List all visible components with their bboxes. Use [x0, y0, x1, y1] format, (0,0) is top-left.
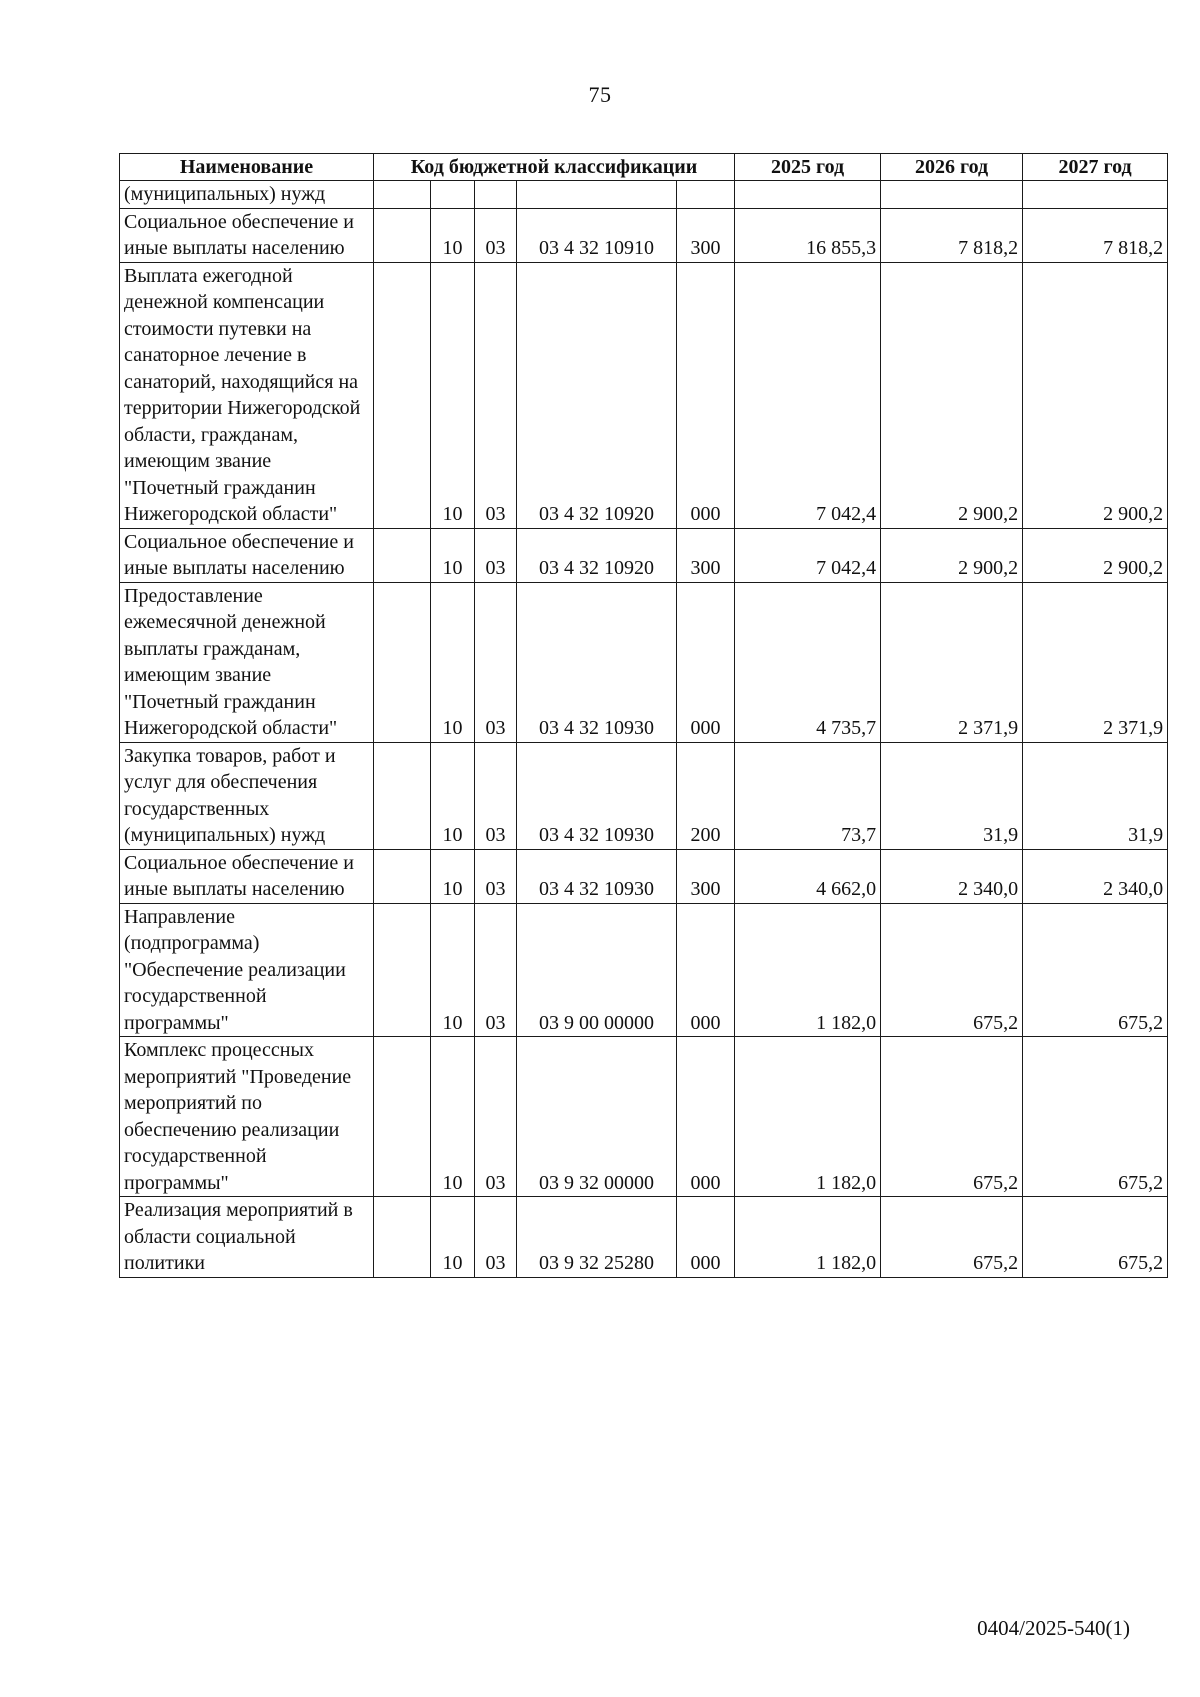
code-target-article: 03 4 32 10930: [517, 742, 677, 849]
code-blank: [374, 582, 431, 742]
code-section: 10: [431, 742, 475, 849]
code-subsection: 03: [475, 903, 517, 1037]
code-subsection: 03: [475, 1037, 517, 1197]
header-2026: 2026 год: [881, 154, 1023, 181]
code-target-article: [517, 181, 677, 209]
code-section: [431, 181, 475, 209]
value-2026: 2 371,9: [881, 582, 1023, 742]
code-section: 10: [431, 208, 475, 262]
table-body: [120, 181, 1168, 1278]
row-name: (муниципальных) нужд: [120, 181, 374, 209]
row-name: Социальное обеспечение и иные выплаты населению: [120, 849, 374, 903]
table-row: [120, 742, 1168, 849]
code-section: 10: [431, 528, 475, 582]
table-row: [120, 903, 1168, 1037]
value-2025: 7 042,4: [735, 262, 881, 528]
value-2026: 2 340,0: [881, 849, 1023, 903]
code-section: 10: [431, 582, 475, 742]
value-2027: 31,9: [1023, 742, 1168, 849]
code-section: 10: [431, 262, 475, 528]
code-expense-type: 300: [677, 208, 735, 262]
header-code: Код бюджетной классификации: [374, 154, 735, 181]
code-section: 10: [431, 1037, 475, 1197]
table-header-row: [120, 154, 1168, 181]
value-2027: 2 900,2: [1023, 262, 1168, 528]
value-2025: [735, 181, 881, 209]
table-row: [120, 181, 1168, 209]
value-2025: 73,7: [735, 742, 881, 849]
value-2025: 16 855,3: [735, 208, 881, 262]
value-2025: 1 182,0: [735, 1197, 881, 1278]
budget-table: [119, 153, 1168, 1278]
code-subsection: 03: [475, 528, 517, 582]
code-expense-type: 300: [677, 849, 735, 903]
table-row: [120, 582, 1168, 742]
value-2027: 675,2: [1023, 903, 1168, 1037]
code-target-article: 03 9 32 00000: [517, 1037, 677, 1197]
code-expense-type: 200: [677, 742, 735, 849]
header-2025: 2025 год: [735, 154, 881, 181]
value-2027: 675,2: [1023, 1197, 1168, 1278]
code-subsection: 03: [475, 262, 517, 528]
code-expense-type: 000: [677, 1197, 735, 1278]
row-name: Закупка товаров, работ и услуг для обеспечения государственных (муниципальных) нужд: [120, 742, 374, 849]
document-registration-number: 0404/2025-540(1): [977, 1616, 1130, 1640]
table-row: [120, 528, 1168, 582]
code-blank: [374, 742, 431, 849]
row-name: Выплата ежегодной денежной компенсации стоимости путевки на санаторное лечение в санаторий, находящийся на территории Нижегородской области, гражданам, имеющим звание "Почетный гражданин Нижегородской области": [120, 262, 374, 528]
value-2026: 31,9: [881, 742, 1023, 849]
code-expense-type: 000: [677, 1037, 735, 1197]
table-row: [120, 1037, 1168, 1197]
value-2026: [881, 181, 1023, 209]
value-2027: 2 340,0: [1023, 849, 1168, 903]
table-row: [120, 1197, 1168, 1278]
value-2027: 675,2: [1023, 1037, 1168, 1197]
row-name: Реализация мероприятий в области социальной политики: [120, 1197, 374, 1278]
code-expense-type: [677, 181, 735, 209]
code-subsection: 03: [475, 742, 517, 849]
code-subsection: 03: [475, 1197, 517, 1278]
row-name: Предоставление ежемесячной денежной выплаты гражданам, имеющим звание "Почетный гражданин Нижегородской области": [120, 582, 374, 742]
value-2026: 675,2: [881, 1037, 1023, 1197]
page-number: 75: [588, 82, 612, 107]
code-target-article: 03 4 32 10910: [517, 208, 677, 262]
value-2026: 2 900,2: [881, 528, 1023, 582]
code-blank: [374, 181, 431, 209]
value-2025: 4 735,7: [735, 582, 881, 742]
value-2025: 1 182,0: [735, 1037, 881, 1197]
code-expense-type: 000: [677, 582, 735, 742]
code-expense-type: 000: [677, 262, 735, 528]
table-row: [120, 208, 1168, 262]
value-2025: 1 182,0: [735, 903, 881, 1037]
code-blank: [374, 528, 431, 582]
code-section: 10: [431, 1197, 475, 1278]
code-target-article: 03 4 32 10920: [517, 528, 677, 582]
code-target-article: 03 4 32 10920: [517, 262, 677, 528]
code-blank: [374, 1037, 431, 1197]
code-blank: [374, 903, 431, 1037]
table-row: [120, 849, 1168, 903]
value-2027: 2 371,9: [1023, 582, 1168, 742]
code-target-article: 03 4 32 10930: [517, 849, 677, 903]
code-blank: [374, 208, 431, 262]
value-2026: 675,2: [881, 903, 1023, 1037]
value-2027: 2 900,2: [1023, 528, 1168, 582]
code-blank: [374, 1197, 431, 1278]
value-2027: 7 818,2: [1023, 208, 1168, 262]
code-section: 10: [431, 903, 475, 1037]
value-2026: 2 900,2: [881, 262, 1023, 528]
code-expense-type: 300: [677, 528, 735, 582]
value-2025: 7 042,4: [735, 528, 881, 582]
header-2027: 2027 год: [1023, 154, 1168, 181]
value-2025: 4 662,0: [735, 849, 881, 903]
code-subsection: 03: [475, 849, 517, 903]
header-name: Наименование: [120, 154, 374, 181]
value-2026: 675,2: [881, 1197, 1023, 1278]
value-2027: [1023, 181, 1168, 209]
row-name: Направление (подпрограмма) "Обеспечение реализации государственной программы": [120, 903, 374, 1037]
table-row: [120, 262, 1168, 528]
code-expense-type: 000: [677, 903, 735, 1037]
code-blank: [374, 849, 431, 903]
code-subsection: 03: [475, 208, 517, 262]
code-target-article: 03 9 32 25280: [517, 1197, 677, 1278]
row-name: Социальное обеспечение и иные выплаты населению: [120, 208, 374, 262]
code-target-article: 03 9 00 00000: [517, 903, 677, 1037]
row-name: Социальное обеспечение и иные выплаты населению: [120, 528, 374, 582]
code-subsection: [475, 181, 517, 209]
code-section: 10: [431, 849, 475, 903]
code-target-article: 03 4 32 10930: [517, 582, 677, 742]
code-blank: [374, 262, 431, 528]
row-name: Комплекс процессных мероприятий "Проведение мероприятий по обеспечению реализации государственной программы": [120, 1037, 374, 1197]
value-2026: 7 818,2: [881, 208, 1023, 262]
code-subsection: 03: [475, 582, 517, 742]
